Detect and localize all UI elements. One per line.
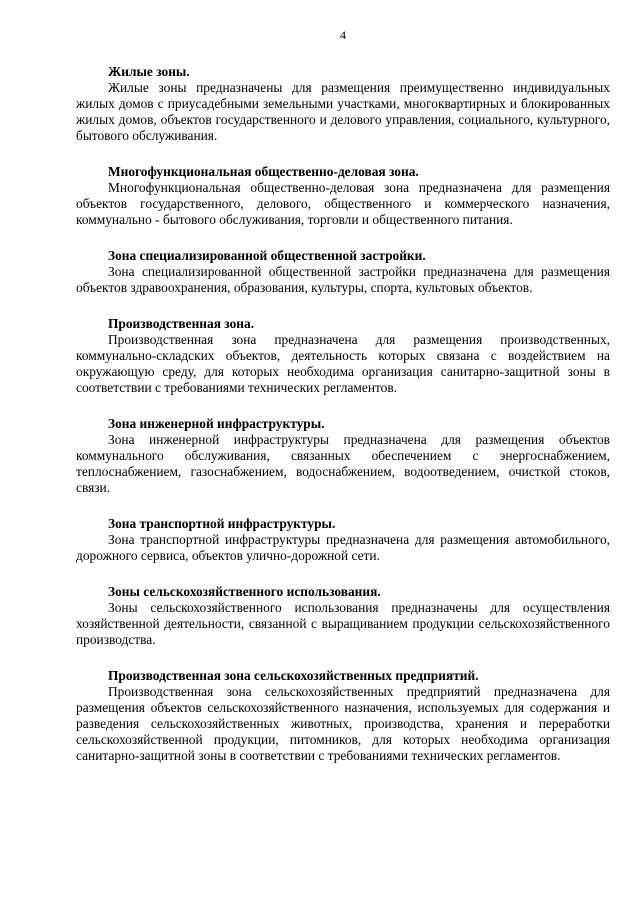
section-specialized-public-zone	[76, 248, 610, 296]
section-text: Производственная зона предназначена для размещения производственных, коммунально-складских объектов, деятельность которых связана с воздействием на окружающую среду, для которых необходима организация санитарно-защитной зоны в соответствии с требованиями технических регламентов.	[76, 332, 610, 395]
section-engineering-infrastructure-zone	[76, 416, 610, 496]
section-text: Многофункциональная общественно-деловая зона предназначена для размещения объектов государственного, делового, общественного и коммерческого назначения, коммунально - бытового обслуживания, торговли и общественного питания.	[76, 180, 610, 227]
section-text: Зона специализированной общественной застройки предназначена для размещения объектов здравоохранения, образования, культуры, спорта, культовых объектов.	[76, 264, 610, 295]
section-text: Зона инженерной инфраструктуры предназначена для размещения объектов коммунального обслуживания, связанных обеспечением с энергоснабжением, теплоснабжением, газоснабжением, водоснабжением, водоотведением, очисткой стоков, связи.	[76, 432, 610, 495]
section-text: Жилые зоны предназначены для размещения преимущественно индивидуальных жилых домов с приусадебными земельными участками, многоквартирных и блокированных жилых домов, объектов государственного и делового управления, социального, культурного, бытового обслуживания.	[76, 80, 610, 143]
page-number: 4	[340, 28, 346, 42]
section-title: Производственная зона.	[108, 316, 255, 331]
section-text: Зоны сельскохозяйственного использования предназначены для осуществления хозяйственной деятельности, связанной с выращиванием продукции сельскохозяйственного производства.	[76, 600, 610, 647]
zone-sections	[76, 64, 610, 784]
section-transport-infrastructure-zone	[76, 516, 610, 564]
section-title: Зона транспортной инфраструктуры.	[108, 516, 336, 531]
section-title: Производственная зона сельскохозяйственных предприятий.	[108, 668, 479, 683]
section-title: Зона специализированной общественной застройки.	[108, 248, 426, 263]
section-residential-zones	[76, 64, 610, 144]
section-agricultural-use-zones	[76, 584, 610, 648]
section-title: Зона инженерной инфраструктуры.	[108, 416, 325, 431]
section-title: Зоны сельскохозяйственного использования.	[108, 584, 381, 599]
section-agricultural-enterprises-zone	[76, 668, 610, 764]
section-title: Жилые зоны.	[108, 64, 190, 79]
section-multifunctional-business-zone	[76, 164, 610, 228]
section-text: Зона транспортной инфраструктуры предназначена для размещения автомобильного, дорожного сервиса, объектов улично-дорожной сети.	[76, 532, 610, 563]
section-text: Производственная зона сельскохозяйственных предприятий предназначена для размещения объектов сельскохозяйственного назначения, используемых для содержания и разведения сельскохозяйственных животных, производства, хранения и переработки сельскохозяйственной продукции, питомников, для которых необходима организация санитарно-защитной зоны в соответствии с требованиями технических регламентов.	[76, 684, 610, 763]
section-industrial-zone	[76, 316, 610, 396]
section-title: Многофункциональная общественно-деловая зона.	[108, 164, 419, 179]
